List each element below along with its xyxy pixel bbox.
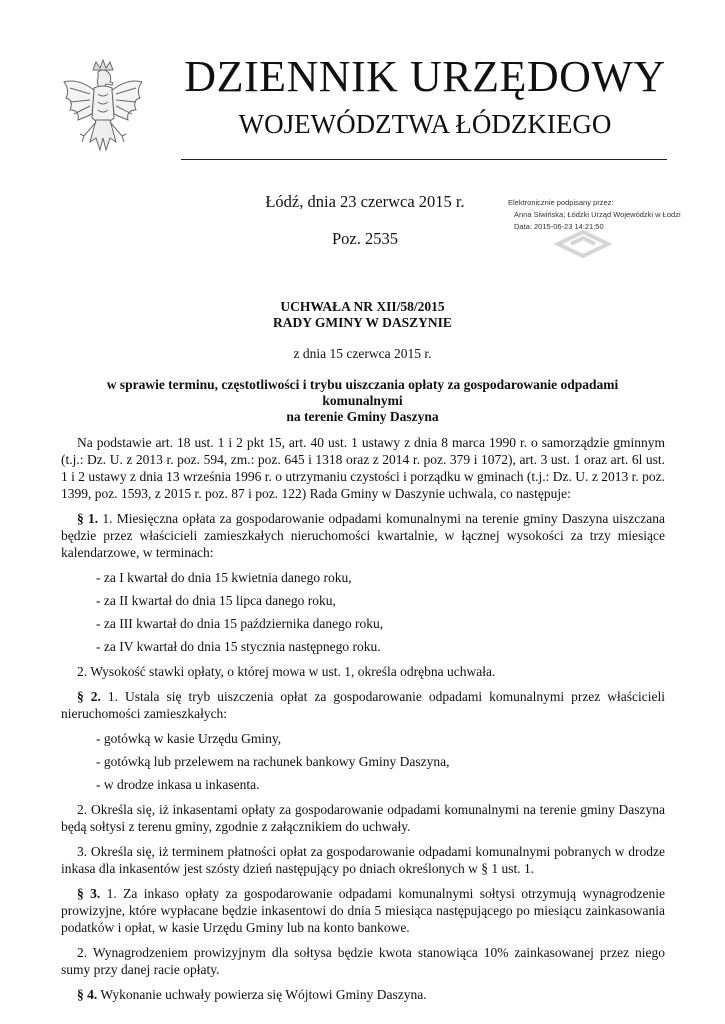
issue-date: Łódź, dnia 23 czerwca 2015 r. [265, 192, 465, 211]
list-item: - za I kwartał do dnia 15 kwietnia danego roku, [96, 570, 352, 585]
section-2-text-1: 1. Ustala się tryb uiszczenia opłat za gospodarowanie odpadami komunalnymi przez właścicieli nieruchomości zamieszkałych: [61, 689, 666, 721]
signature-date: Data: 2015-06-23 14:21:50 [514, 222, 604, 231]
list-item: - za II kwartał do dnia 15 lipca danego roku, [96, 593, 336, 608]
section-3-paragraph-2: 2. Wynagrodzeniem prowizyjnym dla sołtysa będzie kwota stanowiąca 10% zainkasowanej przez niego sumy przy danej racie opłaty. [61, 945, 665, 977]
section-2-paragraph-3: 3. Określa się, iż terminem płatności opłat za gospodarowanie odpadami komunalnymi pobranych w drodze inkasa dla inkasentów jest szósty dzień następujący po dniach określonych w § 1 ust. 1. [61, 844, 665, 876]
masthead-divider [181, 159, 667, 160]
section-1-paragraph-1 [61, 510, 665, 561]
section-4-text-1: Wykonanie uchwały powierza się Wójtowi Gminy Daszyna. [100, 987, 427, 1002]
section-4-paragraph-1 [61, 986, 665, 1003]
section-1-terms-list [61, 569, 665, 655]
list-item: - gotówką w kasie Urzędu Gminy, [96, 731, 282, 746]
section-1-text-1: 1. Miesięczna opłata za gospodarowanie odpadami komunalnymi na terenie gminy Daszyna uiszczana będzie przez właścicieli zamieszkałych nieruchomości kwartalnie, w łącznej wysokości za trzy miesiące kalendarzowe, w terminach: [61, 511, 666, 560]
act-title [80, 299, 645, 331]
act-subject [70, 377, 655, 425]
section-1-label: § 1. [77, 511, 99, 526]
act-number: UCHWAŁA NR XII/58/2015 [280, 299, 445, 314]
section-3-paragraph-1 [61, 885, 665, 936]
journal-subtitle: WOJEWÓDZTWA ŁÓDZKIEGO [238, 109, 612, 139]
section-2-label: § 2. [77, 689, 101, 704]
list-item: - za III kwartał do dnia 15 października danego roku, [96, 616, 384, 631]
section-3-text-1: 1. Za inkaso opłaty za gospodarowanie odpadami komunalnymi sołtysi otrzymują wynagrodzenie prowizyjne, które wypłacane będzie inkasentowi do dnia 5 miesiąca następującego po miesiącu zainkasowania podatków i opłat, w kasie Urzędu Gminy lub na konto bankowe. [61, 886, 666, 935]
list-item: - za IV kwartał do dnia 15 stycznia następnego roku. [96, 639, 381, 654]
signature-signer: Anna Siwińska; Łódzki Urząd Wojewódzki w Łodzi [514, 210, 681, 219]
eagle-emblem-icon [60, 58, 146, 170]
section-2-paragraph-2: 2. Określa się, iż inkasentami opłaty za gospodarowanie odpadami komunalnymi na terenie gminy Daszyna będą sołtysi z terenu gminy, zgodnie z załącznikiem do uchwały. [61, 802, 665, 834]
section-2-methods-list [61, 730, 665, 793]
section-3-label: § 3. [77, 886, 101, 901]
act-issuer: RADY GMINY W DASZYNIE [273, 315, 452, 330]
act-subject-line-2: na terenie Gminy Daszyna [286, 409, 439, 424]
act-subject-line-1: w sprawie terminu, częstotliwości i trybu uiszczania opłaty za gospodarowanie odpadami komunalnymi [106, 377, 619, 408]
section-1-paragraph-2: 2. Wysokość stawki opłaty, o której mowa w ust. 1, określa odrębna uchwała. [77, 664, 496, 679]
section-2-paragraph-1 [61, 688, 665, 722]
list-item: - gotówką lub przelewem na rachunek bankowy Gminy Daszyna, [96, 754, 450, 769]
act-body [61, 434, 665, 1003]
section-4-label: § 4. [77, 987, 98, 1002]
preamble: Na podstawie art. 18 ust. 1 i 2 pkt 15, art. 40 ust. 1 ustawy z dnia 8 marca 1990 r. o samorządzie gminnym (t.j.: Dz. U. z 2013 r. poz. 594, zm.: poz. 645 i 1318 oraz z 2014 r. poz. 379 i 1072), art. 3 ust. 1 oraz art. 6l ust. 1 i 2 ustawy z dnia 13 września 1996 r. o utrzymaniu czystości i porządku w gminach (t.j.: Dz. U. z 2013 r. poz. 1399, poz. 1593, z 2015 r. poz. 87 i poz. 122) Rada Gminy w Daszynie uchwala, co następuje: [61, 435, 665, 501]
journal-title: DZIENNIK URZĘDOWY [184, 52, 666, 101]
list-item: - w drodze inkasa u inkasenta. [96, 777, 260, 792]
electronic-signature [508, 194, 708, 264]
issue-position: Poz. 2535 [332, 229, 398, 248]
signature-label: Elektronicznie podpisany przez: [508, 198, 614, 207]
act-date: z dnia 15 czerwca 2015 r. [293, 346, 432, 361]
